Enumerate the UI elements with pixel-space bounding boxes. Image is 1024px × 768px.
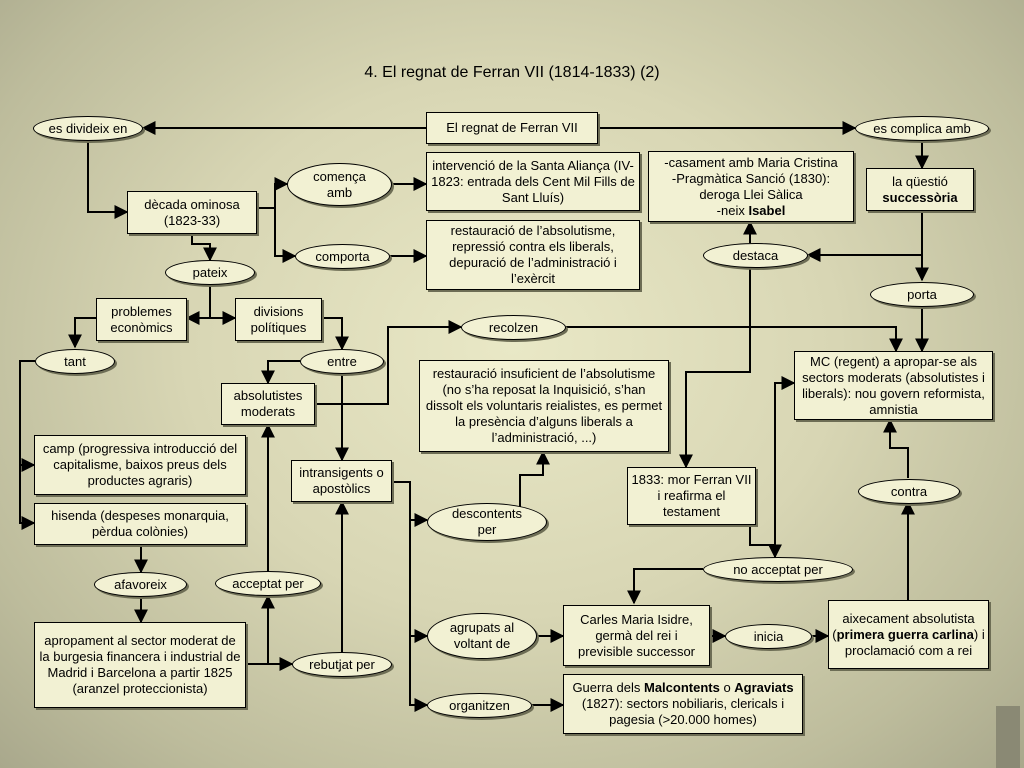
node-no-acceptat — [703, 557, 853, 582]
node-restauracio-insuf-label: restauració insuficient de l’absolutisme (no s’ha reposat la Inquisició, s’han dissolt els voluntaris reialistes, es permet la presència d’alguns liberals a l’administració, ...) — [425, 366, 663, 445]
node-inicia — [725, 624, 812, 649]
node-tant-label: tant — [64, 353, 86, 369]
node-acceptat — [215, 571, 321, 596]
node-divisions — [235, 298, 322, 341]
node-tant — [35, 349, 115, 374]
corner-decoration — [996, 706, 1020, 768]
node-pateix — [165, 260, 255, 285]
arrow-intransigents-to-descontents — [392, 482, 427, 520]
node-agrupats-label: agrupats al voltant de — [449, 620, 515, 651]
arrow-noaccept-to-carles — [634, 569, 703, 603]
arrow-intransigents-to-agrupats — [410, 520, 427, 636]
node-casament-line1: -casament amb Maria Cristina — [664, 154, 838, 170]
arrow-tant-to-camp — [20, 361, 35, 465]
node-organitzen-label: organitzen — [449, 697, 510, 713]
node-carles — [563, 605, 710, 666]
node-restauracio — [426, 220, 640, 290]
arrow-recolzen-to-mc — [566, 327, 896, 351]
node-intransigents — [291, 460, 392, 502]
node-recolzen — [461, 315, 566, 340]
node-questio-line1: la qüestió — [892, 173, 948, 189]
node-guerra-malcontents — [563, 674, 803, 734]
node-rebutjat — [292, 652, 392, 677]
arrow-contra-to-mc — [890, 420, 908, 478]
node-no-acceptat-label: no acceptat per — [733, 561, 823, 577]
node-destaca — [703, 243, 808, 268]
node-comporta — [295, 244, 390, 269]
node-camp-label: camp (progressiva introducció del capitalisme, baixos preus dels productes agraris) — [42, 441, 238, 488]
node-es-divideix — [33, 116, 143, 141]
node-central — [426, 112, 598, 144]
arrow-tant-to-hisenda — [20, 465, 34, 523]
node-mor-ferran — [627, 467, 756, 525]
node-problemes-label: problemes econòmics — [110, 303, 173, 335]
arrow-noaccept-to-mc — [775, 383, 794, 557]
node-intransigents-label: intransigents o apostòlics — [299, 465, 384, 496]
node-carles-label: Carles Maria Isidre, germà del rei i previsible successor — [577, 611, 696, 659]
node-hisenda-label: hisenda (despeses monarquia, pèrdua colònies) — [51, 508, 229, 539]
arrow-divideix-to-decada — [88, 140, 127, 212]
node-es-divideix-label: es divideix en — [48, 120, 128, 136]
node-aixecament-label: aixecament absolutista (primera guerra carlina) i proclamació com a rei — [832, 610, 985, 658]
node-inicia-label: inicia — [753, 628, 784, 644]
arrow-pateix-to-problemes — [187, 285, 210, 318]
node-destaca-label: destaca — [732, 247, 779, 263]
node-porta — [870, 282, 974, 307]
node-decada-label: dècada ominosa (1823-33) — [144, 196, 240, 228]
node-afavoreix-label: afavoreix — [114, 576, 167, 592]
node-comenca — [287, 163, 392, 206]
node-mor-label: 1833: mor Ferran VII i reafirma el testament — [631, 472, 752, 519]
node-contra-label: contra — [890, 483, 928, 499]
node-rebutjat-label: rebutjat per — [309, 656, 375, 672]
node-agrupats — [427, 613, 537, 659]
arrow-destaca-to-mor — [686, 268, 750, 467]
node-mc-regent — [794, 351, 993, 420]
node-problemes — [96, 298, 187, 341]
node-restauracio-insuficient — [419, 360, 669, 452]
node-organitzen — [427, 693, 532, 718]
arrow-mor-to-noaccept — [750, 525, 775, 557]
node-intervencio-label: intervenció de la Santa Aliança (IV-1823: entrada dels Cent Mil Fills de Sant Lluís) — [431, 157, 635, 205]
node-hisenda — [34, 503, 246, 545]
node-questio-line2: successòria — [882, 189, 958, 205]
node-acceptat-label: acceptat per — [232, 575, 304, 591]
node-camp — [34, 435, 246, 495]
arrow-decada-to-comporta — [275, 208, 295, 256]
node-casament — [648, 151, 854, 222]
page-title: 4. El regnat de Ferran VII (1814-1833) (2) — [364, 64, 660, 81]
arrow-descontents-to-restauracio-insuf — [520, 452, 543, 508]
node-recolzen-label: recolzen — [488, 319, 539, 335]
node-afavoreix — [94, 572, 187, 597]
node-apropament — [34, 622, 246, 708]
node-decada-ominosa — [127, 191, 257, 234]
arrow-intransigents-to-organitzen — [410, 636, 427, 705]
node-apropament-label: apropament al sector moderat de la burgesia financera i industrial de Madrid i Barcelona a partir 1825 (aranzel proteccionista) — [39, 633, 241, 696]
node-es-complica — [855, 116, 989, 141]
arrow-decada-to-comenca — [257, 184, 287, 208]
node-intervencio — [426, 152, 640, 211]
node-comenca-label: comença amb — [313, 168, 366, 200]
node-questio-successoria — [866, 168, 974, 211]
node-porta-label: porta — [907, 286, 937, 302]
node-divisions-label: divisions polítiques — [250, 303, 307, 335]
node-casament-line3: -neix Isabel — [716, 202, 786, 218]
node-guerra-label: Guerra dels Malcontents o Agraviats (1827): sectors nobiliaris, clericals i pagesia (>20.000 homes) — [572, 680, 794, 727]
arrow-entre-to-absolutistes — [268, 361, 300, 383]
node-descontents-label: descontents per — [451, 506, 523, 537]
node-pateix-label: pateix — [192, 264, 228, 280]
node-contra — [858, 479, 960, 504]
node-entre-label: entre — [327, 353, 357, 369]
node-aixecament — [828, 600, 989, 669]
arrow-decada-to-pateix — [192, 234, 210, 260]
node-es-complica-label: es complica amb — [873, 120, 971, 136]
node-descontents — [427, 503, 547, 541]
arrow-divisions-to-entre — [322, 318, 342, 349]
arrow-problemes-to-tant — [75, 318, 96, 347]
node-casament-line2: -Pragmàtica Sanció (1830): deroga Llei Sàlica — [671, 170, 831, 202]
node-absolutistes-label: absolutistes moderats — [233, 388, 303, 419]
node-mc-label: MC (regent) a apropar-se als sectors moderats (absolutistes i liberals): nou govern reformista, amnistia — [802, 353, 985, 417]
node-restauracio-label: restauració de l’absolutisme, repressió contra els liberals, depuració de l’administració i l’exèrcit — [449, 223, 617, 286]
node-absolutistes — [221, 383, 315, 425]
node-entre — [300, 349, 384, 374]
node-central-label: El regnat de Ferran VII — [446, 120, 578, 135]
node-comporta-label: comporta — [315, 248, 370, 264]
